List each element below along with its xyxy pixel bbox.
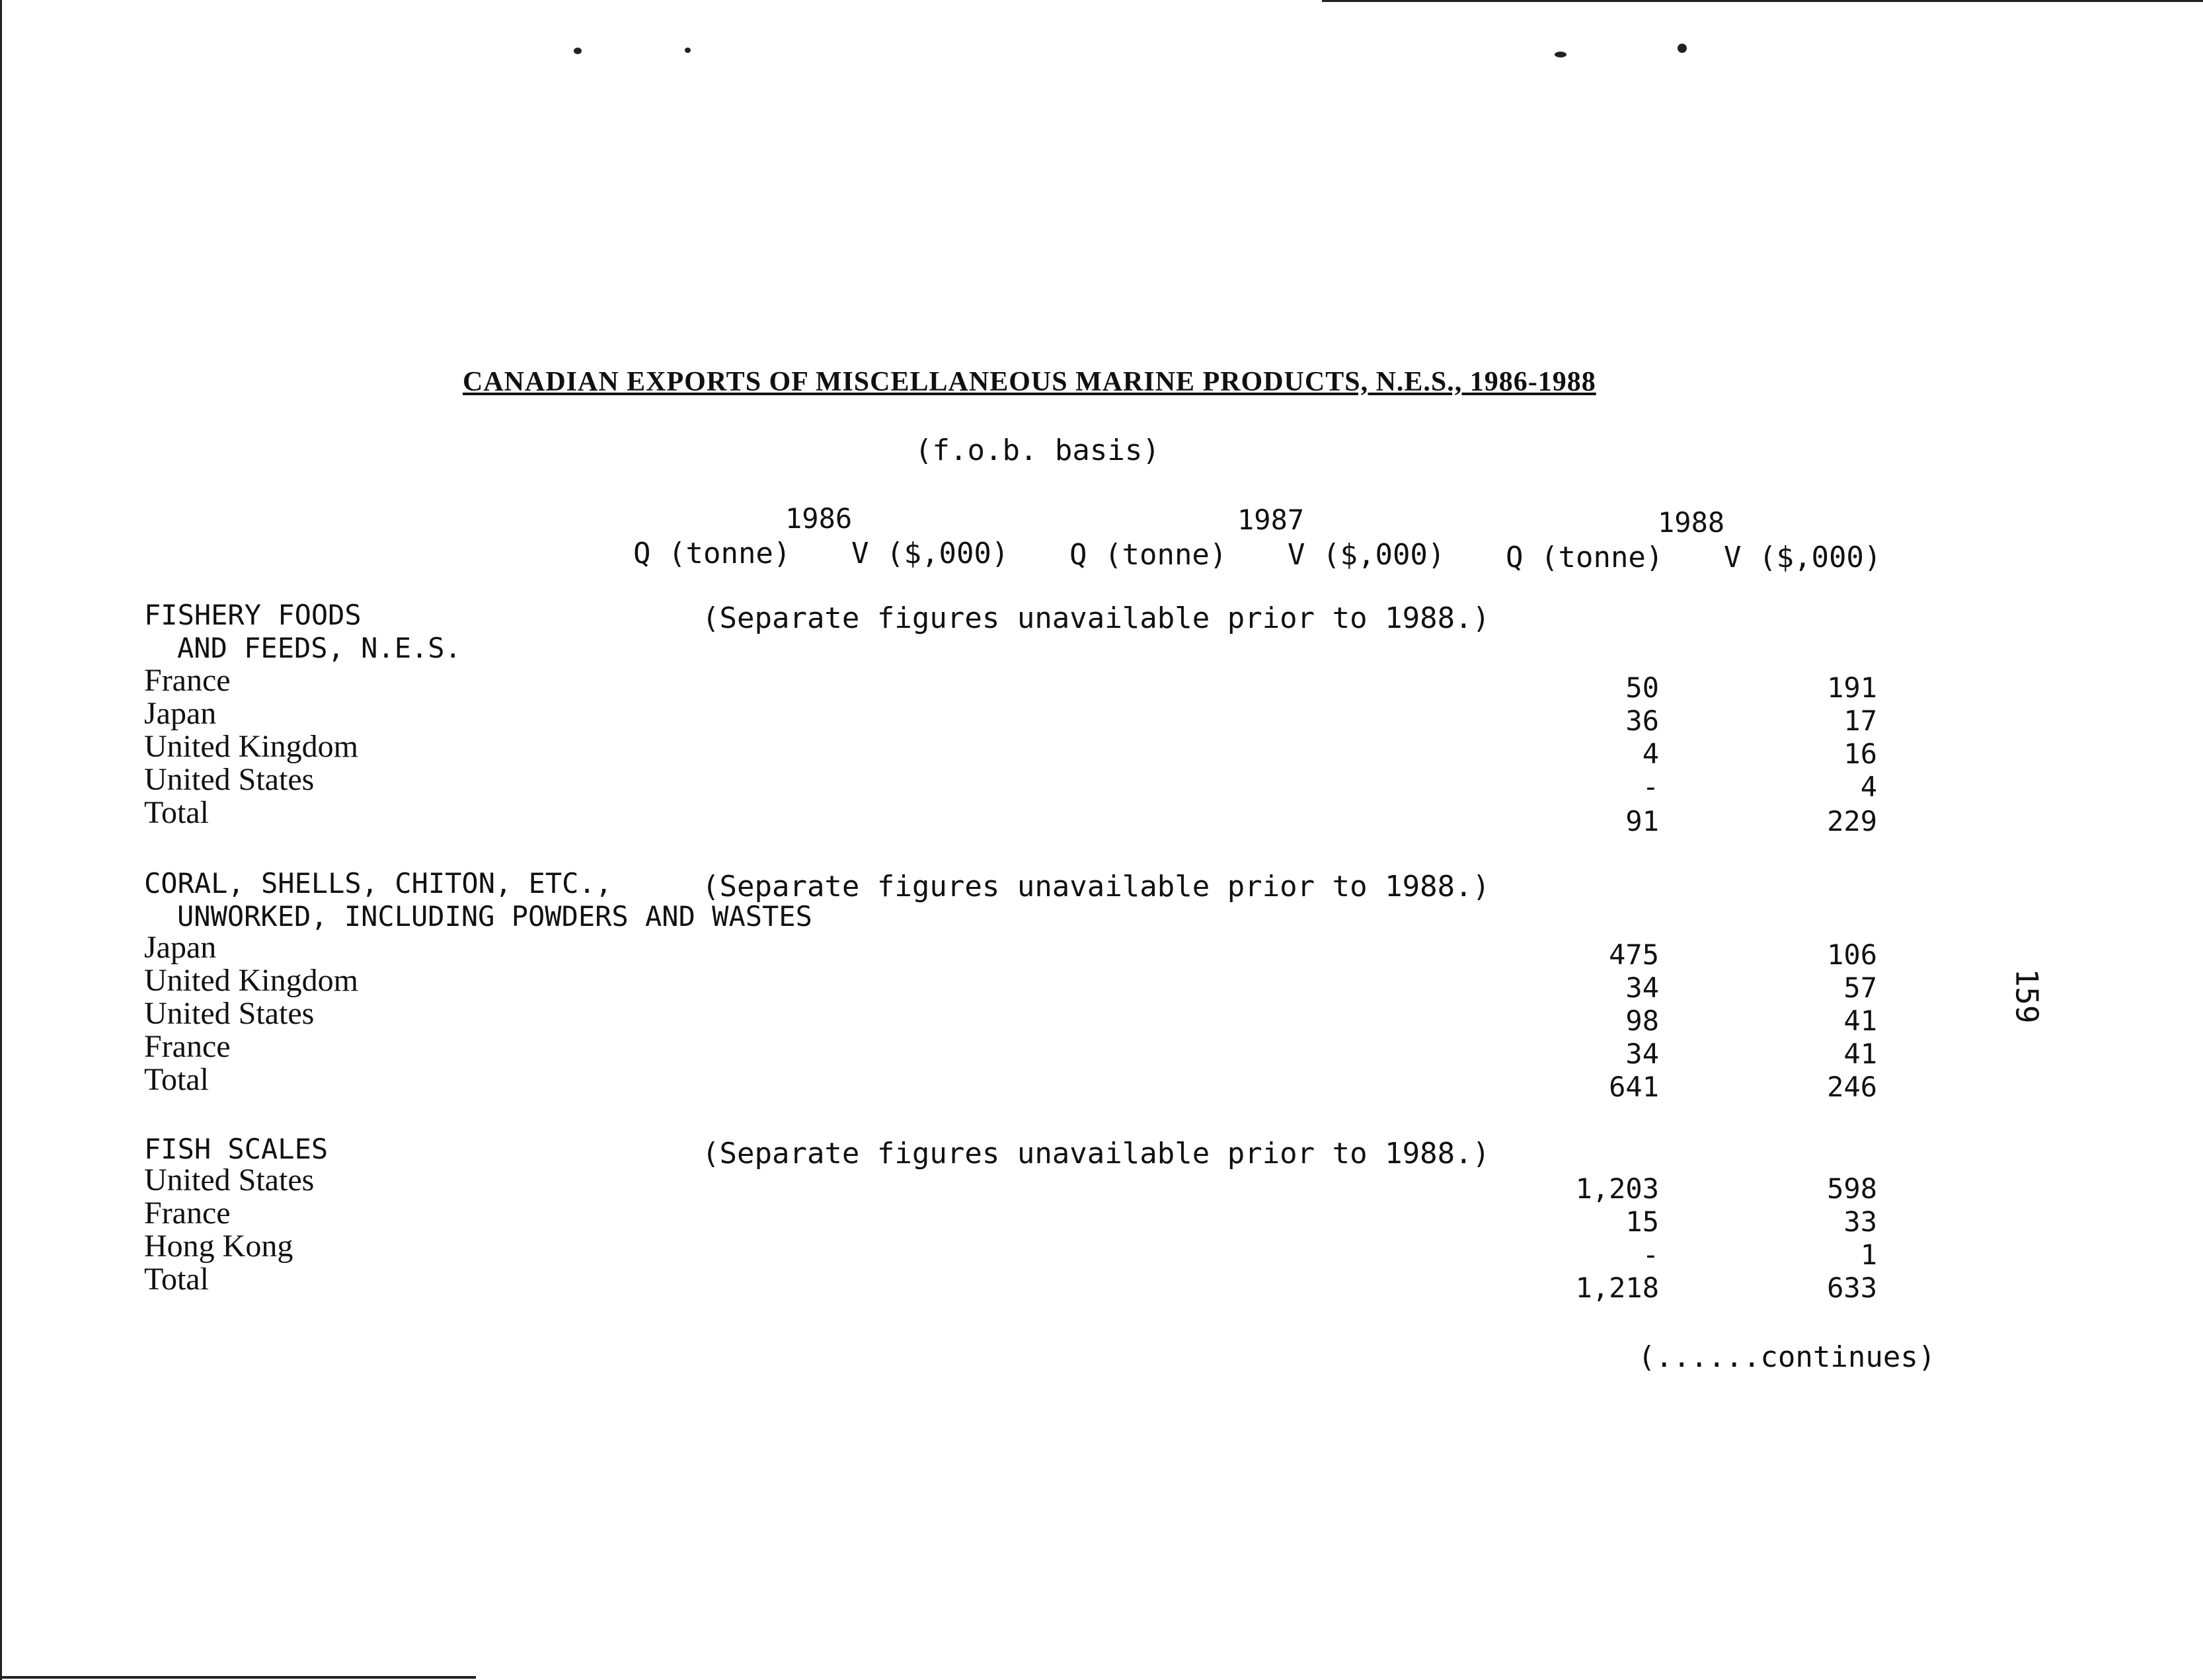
country-label: France bbox=[144, 663, 231, 698]
quantity-cell: 34 bbox=[1625, 1038, 1659, 1070]
availability-note: (Separate figures unavailable prior to 1988.) bbox=[702, 601, 1490, 635]
quantity-cell: 475 bbox=[1609, 938, 1659, 971]
availability-note: (Separate figures unavailable prior to 1988.) bbox=[702, 1137, 1490, 1170]
total-quantity-cell: 641 bbox=[1609, 1071, 1659, 1103]
country-label: United States bbox=[144, 1163, 315, 1198]
page-number: 159 bbox=[2009, 968, 2045, 1024]
document-subtitle: (f.o.b. basis) bbox=[915, 434, 1160, 467]
country-label: United States bbox=[144, 996, 315, 1031]
value-cell: 33 bbox=[1843, 1205, 1877, 1238]
column-header-v-1986: V ($,000) bbox=[851, 537, 1009, 570]
scan-edge-bottom bbox=[0, 1676, 476, 1679]
scan-speck bbox=[574, 48, 582, 54]
total-label: Total bbox=[144, 795, 209, 830]
value-cell: 106 bbox=[1827, 938, 1877, 971]
value-cell: 191 bbox=[1827, 671, 1877, 704]
value-cell: 16 bbox=[1843, 738, 1877, 770]
scan-edge-top bbox=[1322, 0, 2203, 2]
value-cell: 57 bbox=[1843, 972, 1877, 1004]
total-value-cell: 229 bbox=[1827, 805, 1877, 837]
availability-note: (Separate figures unavailable prior to 1988.) bbox=[702, 870, 1490, 903]
total-quantity-cell: 1,218 bbox=[1575, 1272, 1659, 1304]
quantity-cell: 36 bbox=[1625, 705, 1659, 737]
total-label: Total bbox=[144, 1262, 209, 1297]
quantity-cell: 98 bbox=[1625, 1005, 1659, 1037]
value-cell: 41 bbox=[1843, 1005, 1877, 1037]
country-label: Japan bbox=[144, 930, 217, 965]
country-label: United Kingdom bbox=[144, 963, 358, 998]
column-header-v-1988: V ($,000) bbox=[1724, 541, 1882, 574]
column-header-q-1987: Q (tonne) bbox=[1069, 538, 1227, 572]
category-heading: FISHERY FOODS bbox=[144, 599, 362, 631]
country-label: Japan bbox=[144, 696, 217, 731]
total-quantity-cell: 91 bbox=[1625, 805, 1659, 837]
scan-speck bbox=[1555, 52, 1566, 57]
value-cell: 17 bbox=[1843, 705, 1877, 737]
year-1986: 1986 bbox=[785, 502, 853, 535]
quantity-cell: - bbox=[1642, 1239, 1659, 1271]
quantity-cell: - bbox=[1642, 771, 1659, 803]
category-heading-cont: AND FEEDS, N.E.S. bbox=[177, 632, 461, 664]
value-cell: 4 bbox=[1860, 771, 1877, 803]
value-cell: 598 bbox=[1827, 1172, 1877, 1205]
document-title: CANADIAN EXPORTS OF MISCELLANEOUS MARINE PRODUCTS, N.E.S., 1986-1988 bbox=[463, 367, 1596, 397]
country-label: France bbox=[144, 1196, 231, 1231]
column-header-q-1988: Q (tonne) bbox=[1506, 541, 1664, 574]
total-value-cell: 246 bbox=[1827, 1071, 1877, 1103]
country-label: France bbox=[144, 1029, 231, 1064]
quantity-cell: 15 bbox=[1625, 1205, 1659, 1238]
scan-edge-left bbox=[0, 0, 2, 1680]
scan-speck bbox=[685, 48, 691, 53]
category-heading-cont: UNWORKED, INCLUDING POWDERS AND WASTES bbox=[177, 900, 812, 933]
value-cell: 41 bbox=[1843, 1038, 1877, 1070]
column-header-v-1987: V ($,000) bbox=[1288, 538, 1446, 572]
total-label: Total bbox=[144, 1062, 209, 1097]
category-heading: CORAL, SHELLS, CHITON, ETC., bbox=[144, 867, 613, 899]
column-header-q-1986: Q (tonne) bbox=[633, 537, 791, 570]
quantity-cell: 1,203 bbox=[1575, 1172, 1659, 1205]
year-1987: 1987 bbox=[1237, 504, 1305, 536]
category-heading: FISH SCALES bbox=[144, 1133, 329, 1165]
total-value-cell: 633 bbox=[1827, 1272, 1877, 1304]
quantity-cell: 4 bbox=[1642, 738, 1659, 770]
year-1988: 1988 bbox=[1658, 506, 1725, 539]
country-label: United States bbox=[144, 762, 315, 797]
scan-speck bbox=[1678, 44, 1687, 53]
country-label: Hong Kong bbox=[144, 1229, 293, 1264]
quantity-cell: 34 bbox=[1625, 972, 1659, 1004]
continues-note: (......continues) bbox=[1638, 1340, 1936, 1374]
country-label: United Kingdom bbox=[144, 729, 358, 764]
value-cell: 1 bbox=[1860, 1239, 1877, 1271]
quantity-cell: 50 bbox=[1625, 671, 1659, 704]
